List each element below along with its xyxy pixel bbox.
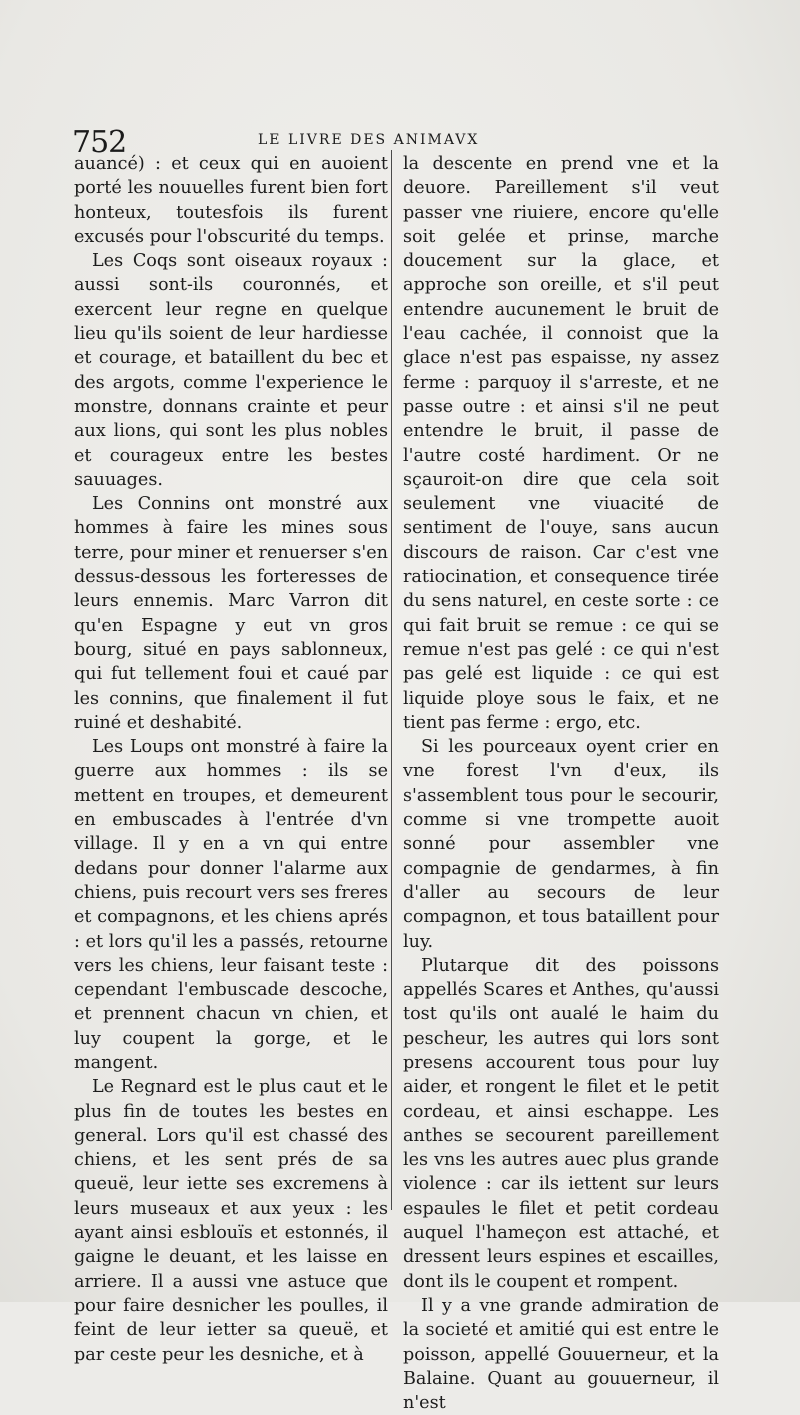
paragraph: Plutarque dit des poissons appellés Scares et Anthes, qu'aussi tost qu'ils ont aualé le haim du pescheur, les autres qui lors sont presens accourent tous pour luy aider, et rongent le filet et le petit cordeau, et ainsi eschappe. Les anthes se secourent pareillement les vns les autres auec plus grande violence : car ils iettent sur leurs espaules le filet et petit cordeau auquel l'hameçon est attaché, et dressent leurs espines et escailles, dont ils le coupent et rompent.	[403, 955, 719, 1292]
paragraph: la descente en prend vne et la deuore. Pareillement s'il veut passer vne riuiere, encore qu'elle soit gelée et prinse, marche doucement sur la glace, et approche son oreille, et s'il peut entendre aucunement le bruit de l'eau cachée, il connoist que la glace n'est pas espaisse, ny assez ferme : parquoy il s'arreste, et ne passe outre : et ainsi s'il ne peut entendre le bruit, il passe de l'autre costé hardiment. Or ne sçauroit-on dire que cela soit seulement vne viuacité de sentiment de l'ouye, sans aucun discours de raison. Car c'est vne ratiocination, et consequence tirée du sens naturel, en ceste sorte : ce qui fait bruit se remue : ce qui se remue n'est pas gelé : ce qui n'est pas gelé est liquide : ce qui est liquide ploye sous le faix, et ne tient pas ferme : ergo, etc.	[403, 154, 719, 733]
running-title: LE LIVRE DES ANIMAVX	[258, 132, 480, 148]
paragraph: Les Coqs sont oiseaux royaux : aussi sont-ils couronnés, et exercent leur regne en quelque lieu qu'ils soient de leur hardiesse et courage, et bataillent du bec et des argots, comme l'experience le monstre, donnans crainte et peur aux lions, qui sont les plus nobles et courageux entre les bestes sauuages.	[74, 251, 388, 490]
paragraph: auancé) : et ceux qui en auoient porté les nouuelles furent bien fort honteux, toutesfois ils furent excusés pour l'obscurité du temps.	[74, 154, 388, 247]
paragraph: Les Loups ont monstré à faire la guerre aux hommes : ils se mettent en troupes, et demeurent en embuscades à l'entrée d'vn village. Il y en a vn qui entre dedans pour donner l'alarme aux chiens, puis recourt vers ses freres et compagnons, et les chiens aprés : et lors qu'il les a passés, retourne vers les chiens, leur faisant teste : cependant l'embuscade descoche, et prennent chacun vn chien, et luy coupent la gorge, et le mangent.	[74, 737, 388, 1073]
left-column	[74, 152, 388, 1367]
page-number: 752	[72, 125, 127, 160]
paragraph: Les Connins ont monstré aux hommes à faire les mines sous terre, pour miner et renuerser s'en dessus-dessous les forteresses de leurs ennemis. Marc Varron dit qu'en Espagne y eut vn gros bourg, situé en pays sablonneux, qui fut tellement foui et caué par les connins, que finalement il fut ruiné et deshabité.	[74, 494, 388, 733]
paragraph: Le Regnard est le plus caut et le plus fin de toutes les bestes en general. Lors qu'il est chassé des chiens, et les sent prés de sa queuë, leur iette ses excremens à leurs museaux et aux yeux : les ayant ainsi esblouïs et estonnés, il gaigne le deuant, et les laisse en arriere. Il a aussi vne astuce que pour faire desnicher les poulles, il feint de leur ietter sa queuë, et par ceste peur les desniche, et à	[74, 1077, 388, 1365]
column-divider	[391, 150, 392, 1210]
paragraph: Il y a vne grande admiration de la societé et amitié qui est entre le poisson, appellé Gouuerneur, et la Balaine. Quant au gouuerneur, il n'est	[403, 1295, 719, 1414]
right-column	[403, 152, 719, 1415]
paragraph: Si les pourceaux oyent crier en vne forest l'vn d'eux, ils s'assemblent tous pour le secourir, comme si vne trompette auoit sonné pour assembler vne compagnie de gendarmes, à fin d'aller au secours de leur compagnon, et tous bataillent pour luy.	[403, 737, 719, 952]
